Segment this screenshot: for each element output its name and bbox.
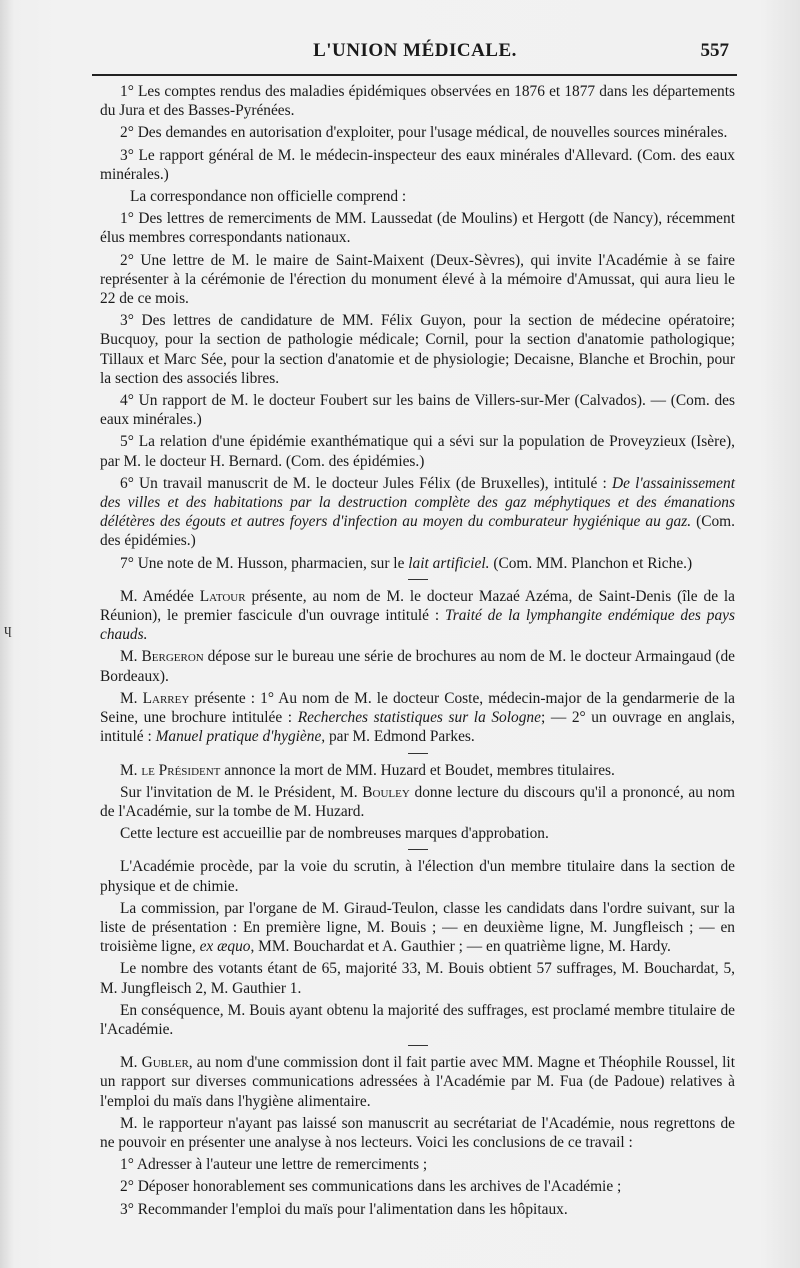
list-item: 1° Adresser à l'auteur une lettre de remerciments ; xyxy=(120,1156,428,1174)
text-span: , MM. Bouchardat et A. Gauthier ; — en quatrième ligne, M. Hardy. xyxy=(250,938,671,956)
page-header xyxy=(95,40,735,66)
text-span: Sur l'invitation de M. le Président, M. xyxy=(120,783,363,801)
text-span: M. xyxy=(120,648,142,666)
speaker-name: Bouley xyxy=(362,783,410,801)
paragraph: 4° Un rapport de M. le docteur Foubert sur les bains de Villers-sur-Mer (Calvados). — (Com. des eaux minérales.) xyxy=(100,392,735,429)
text-span: (Com. MM. Planchon et Riche.) xyxy=(489,554,693,572)
section-separator xyxy=(408,579,428,580)
text-span: M. Amédée xyxy=(120,587,200,605)
margin-mark: ɥ xyxy=(4,622,12,638)
list-item: 3° Recommander l'emploi du maïs pour l'alimentation dans les hôpitaux. xyxy=(120,1200,568,1218)
text-span: 7° Une note de M. Husson, pharmacien, sur le xyxy=(120,554,409,572)
text-span: La commission, par l'organe de M. Giraud-Teulon, classe les candidats dans l'ordre suivant, sur la liste de présentation : En première ligne, M. Bouis ; — en deuxième ligne, M. Jungfleisch ; — en troisième ligne, xyxy=(100,899,735,956)
paragraph: 5° La relation d'une épidémie exanthématique qui a sévi sur la population de Proveyzieux (Isère), par M. le docteur H. Bernard. (Com. des épidémies.) xyxy=(100,433,735,470)
text-span: , au nom d'une commission dont il fait partie avec MM. Magne et Théophile Roussel, lit un rapport sur diverses communications adressées à l'Académie par M. Fua (de Padoue) relatives à l'emploi du maïs dans l'hygiène alimentaire. xyxy=(100,1054,735,1110)
text-span: donne lecture du discours qu'il a prononcé, au nom de l'Académie, sur la tombe de M. Huzard. xyxy=(100,783,736,820)
paragraph: Le nombre des votants étant de 65, majorité 33, M. Bouis obtient 57 suffrages, M. Bouchardat, 5, M. Jungfleisch 2, M. Gauthier 1. xyxy=(100,960,735,997)
paragraph xyxy=(100,899,735,957)
paragraph: 1° Les comptes rendus des maladies épidémiques observées en 1876 et 1877 dans les départements du Jura et des Basses-Pyrénées. xyxy=(100,83,735,120)
paragraph xyxy=(100,587,735,645)
section-separator xyxy=(408,849,428,850)
speaker-name: Larrey xyxy=(142,689,190,707)
work-title: Manuel pratique d'hygiène, xyxy=(155,728,326,746)
paragraph: La correspondance non officielle comprend : xyxy=(130,188,407,206)
work-title: De l'assainissement des villes et des habitations par la destruction complète des gaz méphytiques et des émanations délétères des égouts et autres foyers d'infection au moyen du comburateur hygiénique au gaz. xyxy=(100,474,735,531)
text-span: par M. Edmond Parkes. xyxy=(325,728,475,746)
text-span: M. xyxy=(120,761,142,779)
header-rule xyxy=(92,74,737,76)
list-item: 2° Déposer honorablement ses communications dans les archives de l'Académie ; xyxy=(120,1178,622,1196)
paragraph xyxy=(100,474,735,551)
body-text xyxy=(100,82,735,1222)
text-span: présente : 1° Au nom de M. le docteur Coste, médecin-major de la gendarmerie de la Seine, une brochure intitulée : xyxy=(100,689,735,727)
text-span: dépose sur le bureau une série de brochures au nom de M. le docteur Armaingaud (de Bordeaux). xyxy=(100,648,735,685)
text-span: (Com. des épidémies.) xyxy=(100,513,735,550)
text-span: M. xyxy=(120,1054,142,1072)
paragraph: 2° Des demandes en autorisation d'exploiter, pour l'usage médical, de nouvelles sources minérales. xyxy=(120,124,728,142)
paragraph xyxy=(100,689,735,747)
text-span: ; — 2° un ouvrage en anglais, intitulé : xyxy=(100,709,736,746)
paragraph xyxy=(100,783,735,821)
paragraph xyxy=(100,1053,735,1111)
section-separator xyxy=(408,753,428,754)
latin-phrase: ex æquo xyxy=(199,938,251,956)
paragraph xyxy=(100,554,735,573)
text-span: 6° Un travail manuscrit de M. le docteur Jules Félix (de Bruxelles), intitulé : xyxy=(120,474,612,492)
speaker-name: Gubler xyxy=(141,1054,189,1072)
work-title: lait artificiel. xyxy=(408,554,490,572)
paragraph: 3° Des lettres de candidature de MM. Félix Guyon, pour la section de médecine opératoire; Bucquoy, pour la section de pathologie médicale; Cornil, pour la section d'anatomie pathologique; Tillaux et Marc Sée, pour la section d'anatomie et de physiologie; Decaisne, Blanche et Brochin, pour la section des associés libres. xyxy=(100,312,735,387)
page-number: 557 xyxy=(700,40,729,61)
speaker-name: Latour xyxy=(199,587,246,605)
paragraph: Cette lecture est accueillie par de nombreuses marques d'approbation. xyxy=(120,825,549,843)
paragraph: 1° Des lettres de remerciments de MM. Laussedat (de Moulins) et Hergott (de Nancy), récemment élus membres correspondants nationaux. xyxy=(100,210,735,247)
speaker-name: le Président xyxy=(141,761,221,779)
work-title: Recherches statistiques sur la Sologne xyxy=(297,709,541,727)
text-span: annonce la mort de MM. Huzard et Boudet, membres titulaires. xyxy=(220,761,615,779)
paragraph: L'Académie procède, par la voie du scrutin, à l'élection d'un membre titulaire dans la section de physique et de chimie. xyxy=(100,858,735,895)
paragraph: M. le rapporteur n'ayant pas laissé son manuscrit au secrétariat de l'Académie, nous regrettons de ne pouvoir en présenter une analyse à nos lecteurs. Voici les conclusions de ce travail : xyxy=(100,1114,735,1151)
speaker-name: Bergeron xyxy=(141,648,204,666)
text-span: présente, au nom de M. le docteur Mazaé Azéma, de Saint-Denis (île de la Réunion), le premier fascicule d'un ouvrage intitulé : xyxy=(100,587,735,625)
paragraph xyxy=(100,761,735,780)
text-span: M. xyxy=(120,689,143,707)
paragraph: 2° Une lettre de M. le maire de Saint-Maixent (Deux-Sèvres), qui invite l'Académie à se faire représenter à la cérémonie de l'érection du monument élevé à la mémoire d'Amussat, qui aura lieu le 22 de ce mois. xyxy=(100,251,735,308)
paragraph: En conséquence, M. Bouis ayant obtenu la majorité des suffrages, est proclamé membre titulaire de l'Académie. xyxy=(100,1001,735,1038)
paragraph: 3° Le rapport général de M. le médecin-inspecteur des eaux minérales d'Allevard. (Com. des eaux minérales.) xyxy=(100,146,735,183)
work-title: Traité de la lymphangite endémique des pays chauds. xyxy=(100,607,735,644)
section-separator xyxy=(408,1045,428,1046)
paragraph xyxy=(100,647,735,685)
running-title: L'UNION MÉDICALE. xyxy=(313,40,517,61)
